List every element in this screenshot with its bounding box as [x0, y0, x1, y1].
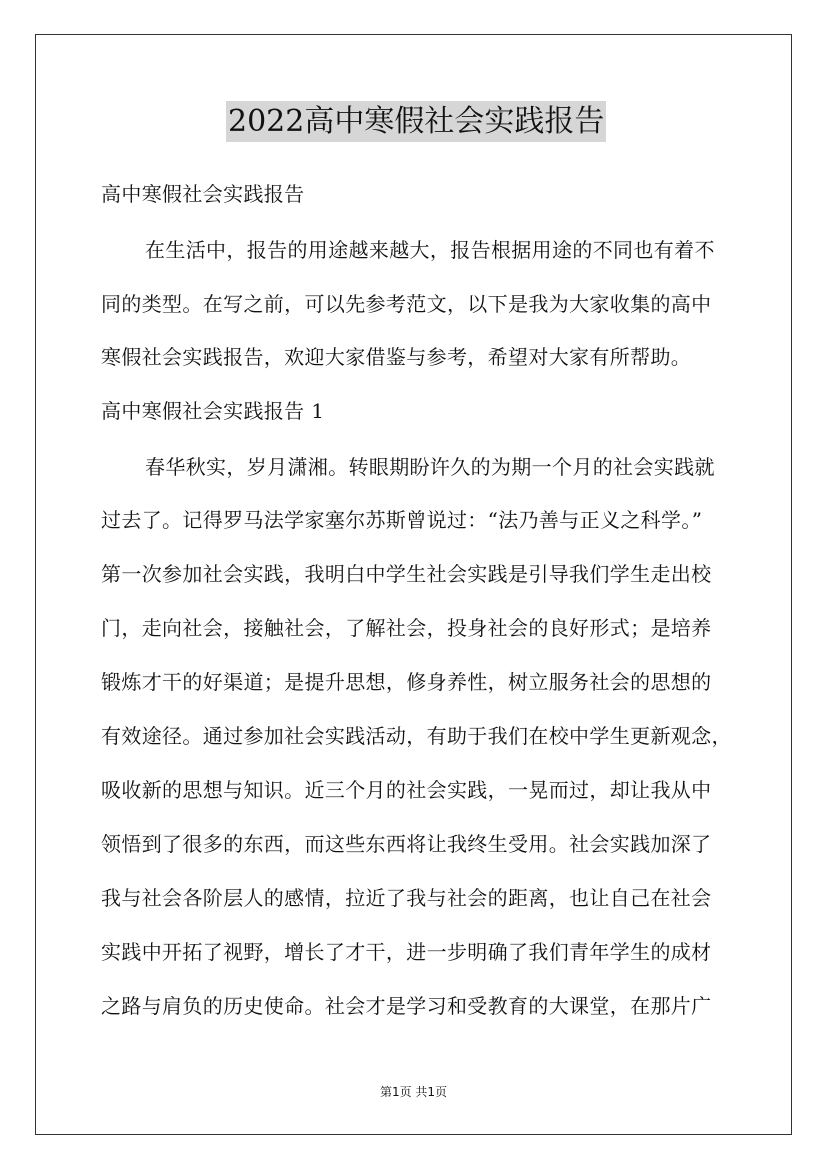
body-line: 吸收新的思想与知识。近三个月的社会实践，一晃而过，却让我从中 [101, 778, 712, 802]
body-line: 过去了。记得罗马法学家塞尔苏斯曾说过：“法乃善与正义之科学。” [101, 508, 703, 532]
intro-line: 同的类型。在写之前，可以先参考范文，以下是我为大家收集的高中 [101, 292, 712, 316]
body-line: 春华秋实，岁月潇湘。转眼期盼许久的为期一个月的社会实践就 [145, 455, 715, 479]
page-number-footer: 第1页 共1页 [379, 1085, 448, 1099]
document-subtitle: 高中寒假社会实践报告 [101, 182, 305, 206]
body-line: 领悟到了很多的东西，而这些东西将让我终生受用。社会实践加深了 [101, 832, 712, 856]
body-line: 之路与肩负的历史使命。社会才是学习和受教育的大课堂，在那片广 [101, 994, 712, 1018]
body-line: 有效途径。通过参加社会实践活动，有助于我们在校中学生更新观念， [101, 724, 732, 748]
document-title: 2022高中寒假社会实践报告 [226, 101, 606, 142]
intro-line: 在生活中，报告的用途越来越大，报告根据用途的不同也有着不 [145, 238, 715, 262]
body-line: 第一次参加社会实践，我明白中学生社会实践是引导我们学生走出校 [101, 562, 712, 586]
body-line: 实践中开拓了视野，增长了才干，进一步明确了我们青年学生的成材 [101, 940, 712, 964]
intro-line: 寒假社会实践报告，欢迎大家借鉴与参考，希望对大家有所帮助。 [101, 345, 692, 369]
body-line: 锻炼才干的好渠道；是提升思想，修身养性，树立服务社会的思想的 [101, 670, 712, 694]
section-heading: 高中寒假社会实践报告 1 [101, 399, 325, 423]
body-line: 门，走向社会，接触社会，了解社会，投身社会的良好形式；是培养 [101, 616, 712, 640]
body-line: 我与社会各阶层人的感情，拉近了我与社会的距离，也让自己在社会 [101, 886, 712, 910]
